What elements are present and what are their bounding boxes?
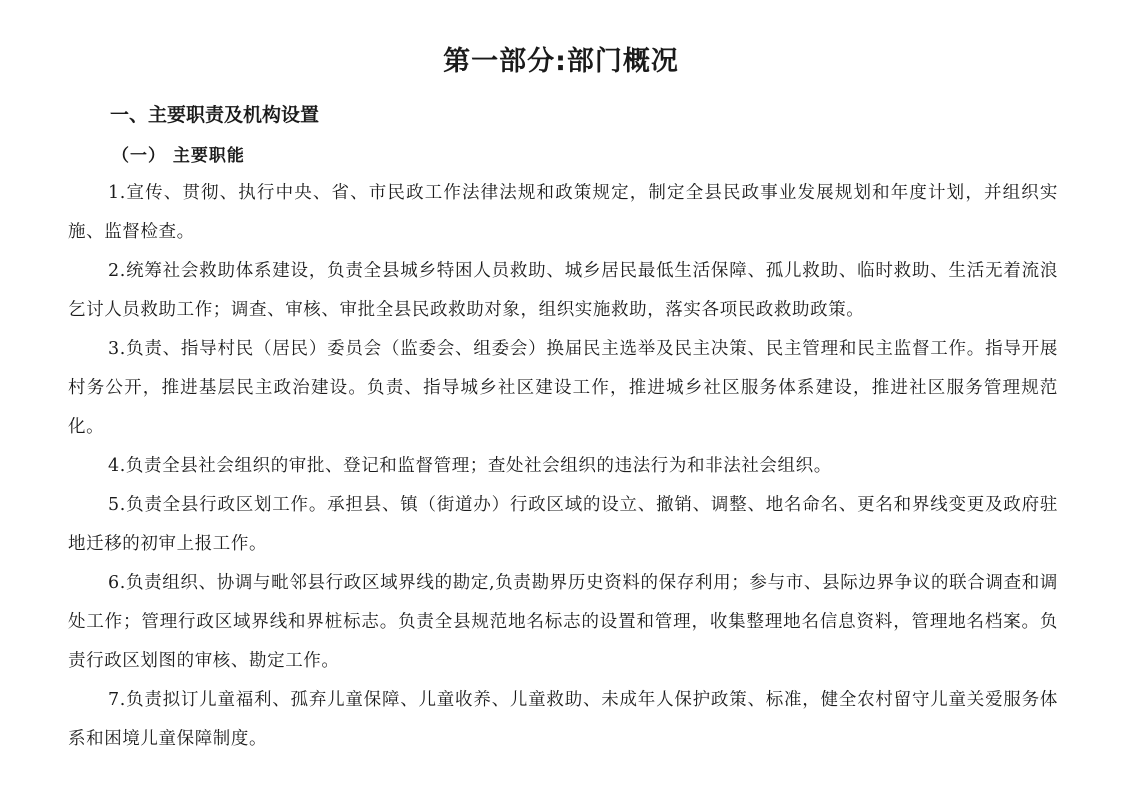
document-body [68,174,1058,759]
paragraph-2: 2.统筹社会救助体系建设，负责全县城乡特困人员救助、城乡居民最低生活保障、孤儿救助、临时救助、生活无着流浪乞讨人员救助工作；调查、审核、审批全县民政救助对象，组织实施救助，落实各项民政救助政策。 [68,261,1058,320]
paragraph-1: 1.宣传、贯彻、执行中央、省、市民政工作法律法规和政策规定，制定全县民政事业发展规划和年度计划，并组织实施、监督检查。 [68,183,1058,242]
paragraph-4: 4.负责全县社会组织的审批、登记和监督管理；查处社会组织的违法行为和非法社会组织。 [108,456,832,476]
section-heading: 一、主要职责及机构设置 [110,104,320,126]
paragraph-6: 6.负责组织、协调与毗邻县行政区域界线的勘定,负责勘界历史资料的保存利用；参与市、县际边界争议的联合调查和调处工作；管理行政区域界线和界桩标志。负责全县规范地名标志的设置和管理，收集整理地名信息资料，管理地名档案。负责行政区划图的审核、勘定工作。 [68,573,1058,671]
paragraph-7: 7.负责拟订儿童福利、孤弃儿童保障、儿童收养、儿童救助、未成年人保护政策、标准，健全农村留守儿童关爱服务体系和困境儿童保障制度。 [68,690,1058,749]
subsection-heading: （一） 主要职能 [112,146,245,166]
paragraph-3: 3.负责、指导村民（居民）委员会（监委会、组委会）换届民主选举及民主决策、民主管理和民主监督工作。指导开展村务公开，推进基层民主政治建设。负责、指导城乡社区建设工作，推进城乡社区服务体系建设，推进社区服务管理规范化。 [68,339,1058,437]
page-title: 第一部分:部门概况 [443,46,679,77]
paragraph-5: 5.负责全县行政区划工作。承担县、镇（街道办）行政区域的设立、撤销、调整、地名命名、更名和界线变更及政府驻地迁移的初审上报工作。 [68,495,1058,554]
